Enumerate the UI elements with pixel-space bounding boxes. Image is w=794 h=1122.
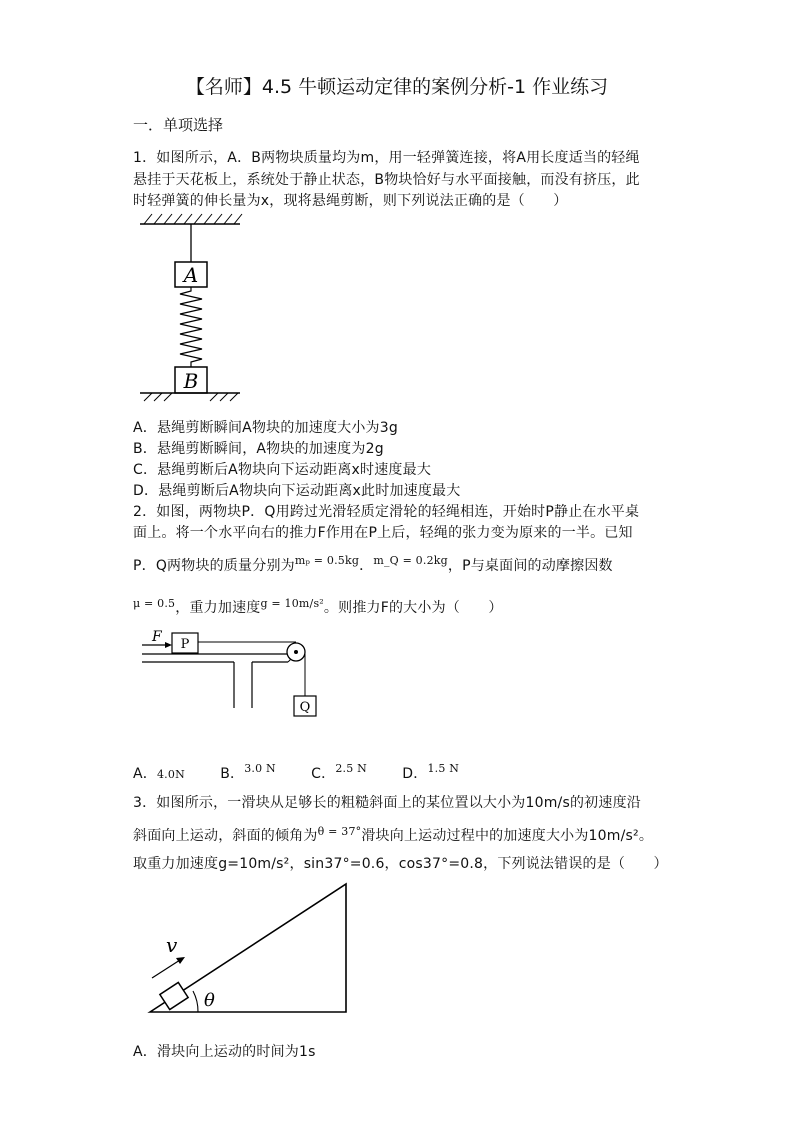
q1-option-a: A．悬绳剪断瞬间A物块的加速度大小为3g xyxy=(133,420,398,436)
page-title: 【名师】4.5 牛顿运动定律的案例分析-1 作业练习 xyxy=(185,76,609,98)
q3-text-line3: 取重力加速度g=10m/s²，sin37°=0.6，cos37°=0.8，下列说法错误的是（ ） xyxy=(133,856,668,872)
q1-text-line2: 悬挂于天花板上，系统处于静止状态，B物块恰好与水平面接触，而没有挤压，此 xyxy=(133,172,640,188)
q1-text-line3: 时轻弹簧的伸长量为x，现将悬绳剪断，则下列说法正确的是（ ） xyxy=(133,193,568,209)
q2-gravity: g = 10m/s² xyxy=(260,597,324,610)
q3-angle: θ = 37° xyxy=(317,825,362,838)
q1-spring-figure xyxy=(136,212,246,402)
force-f-label: F xyxy=(152,629,162,645)
q2-option-a: A．4.0N xyxy=(133,766,185,782)
q2-mass-q: m_Q = 0.2kg xyxy=(373,554,448,567)
q2-line4-end: 。则推力F的大小为（ ） xyxy=(323,600,503,616)
velocity-label: v xyxy=(166,933,178,957)
block-p-label: P xyxy=(180,637,190,652)
block-q-label: Q xyxy=(299,700,311,715)
q2-line4-start: ，重力加速度 xyxy=(175,600,261,616)
block-b-label: B xyxy=(183,369,199,393)
q3-text-line1: 3．如图所示，一滑块从足够长的粗糙斜面上的某位置以大小为10m/s的初速度沿 xyxy=(133,795,641,811)
section-heading: 一．单项选择 xyxy=(133,116,224,134)
q2-line3-end: ，P与桌面间的动摩擦因数 xyxy=(447,558,613,574)
q2-text-line4 xyxy=(133,597,503,617)
q2-pulley-figure xyxy=(136,628,326,720)
q2-option-d: D．$^{1.5 N}$ xyxy=(402,762,460,782)
q2-options xyxy=(133,763,459,783)
q3-line2-start: 斜面向上运动，斜面的倾角为 xyxy=(133,828,318,844)
q2-separator: ． xyxy=(359,558,374,574)
q3-incline-figure xyxy=(140,878,356,1020)
q2-text-line1: 2．如图，两物块P．Q用跨过光滑轻质定滑轮的轻绳相连，开始时P静止在水平桌 xyxy=(133,504,640,520)
q1-option-c: C．悬绳剪断后A物块向下运动距离x时速度最大 xyxy=(133,462,432,478)
q1-option-d: D．悬绳剪断后A物块向下运动距离x此时加速度最大 xyxy=(133,483,461,499)
q3-option-a: A．滑块向上运动的时间为1s xyxy=(133,1044,316,1060)
q2-line3-start: P．Q两物块的质量分别为 xyxy=(133,558,295,574)
q2-mass-p: mₚ = 0.5kg xyxy=(294,554,360,567)
block-a-label: A xyxy=(183,263,199,287)
q2-option-b: B．$^{3.0 N}$ xyxy=(220,762,276,782)
q2-friction-coefficient: μ = 0.5 xyxy=(133,597,176,610)
q2-text-line3 xyxy=(133,555,613,575)
q3-text-line2 xyxy=(133,825,653,845)
q2-option-c: C．$^{2.5 N}$ xyxy=(311,762,367,782)
q2-text-line2: 面上。将一个水平向右的推力F作用在P上后，轻绳的张力变为原来的一半。已知 xyxy=(133,525,633,541)
q1-option-b: B．悬绳剪断瞬间，A物块的加速度为2g xyxy=(133,441,384,457)
q3-line2-end: 滑块向上运动过程中的加速度大小为10m/s²。 xyxy=(361,828,654,844)
angle-theta-label: θ xyxy=(204,990,215,1011)
q1-text-line1: 1．如图所示，A．B两物块质量均为m，用一轻弹簧连接，将A用长度适当的轻绳 xyxy=(133,150,640,166)
